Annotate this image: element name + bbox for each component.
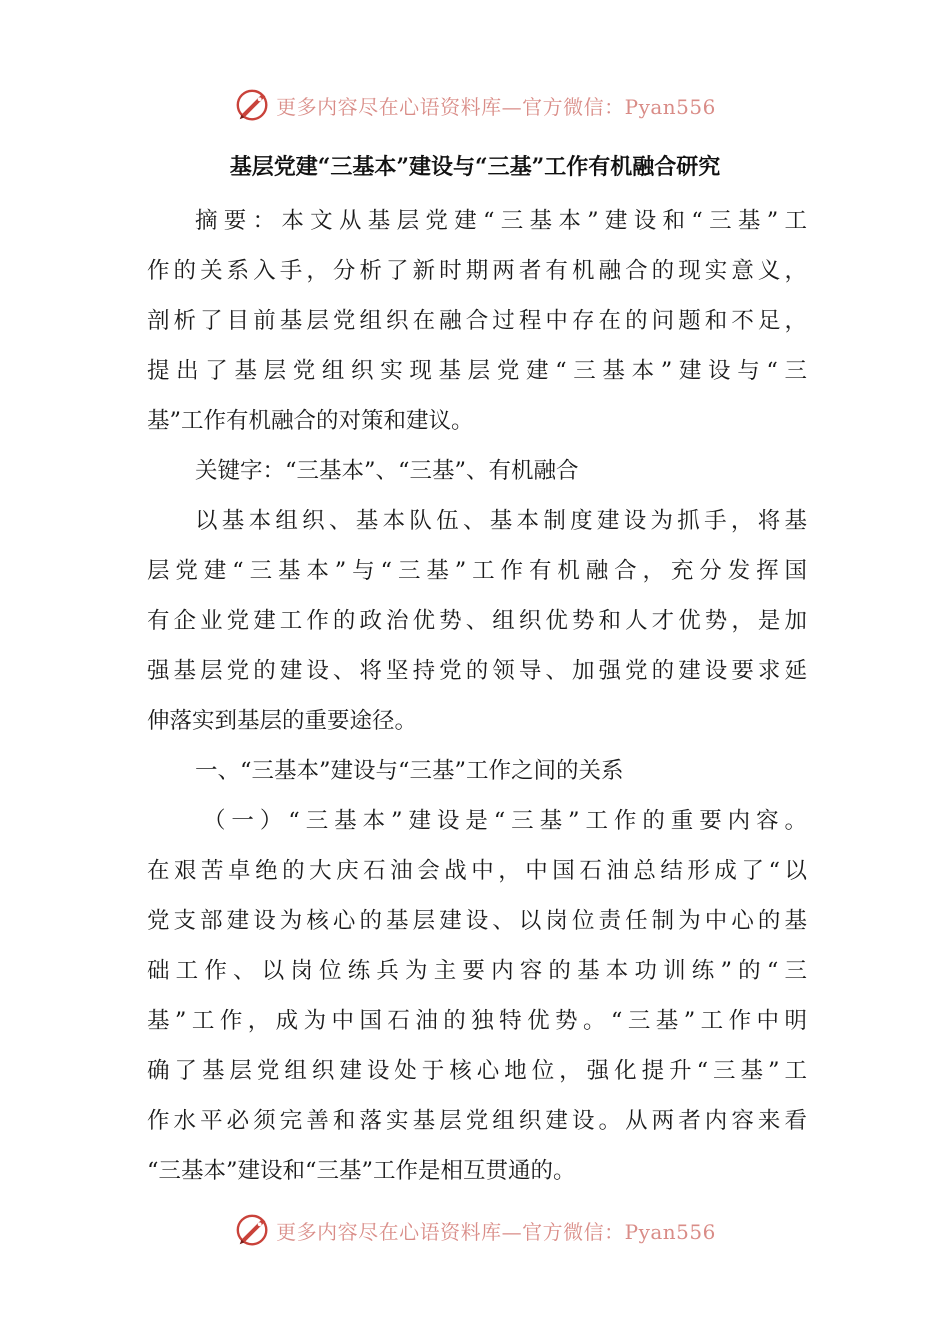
paragraph-line: 党支部建设为核心的基层建设、以岗位责任制为中心的基 [147,908,807,934]
subsection-heading-line: （一）“三基本”建设是“三基”工作的重要内容。 [203,808,807,834]
pen-logo-icon [234,86,272,124]
document-title: 基层党建“三基本”建设与“三基”工作有机融合研究 [229,154,721,180]
footer-banner-text: 更多内容尽在心语资料库—官方微信：Pyan556 [276,1219,716,1244]
paragraph-line: 有企业党建工作的政治优势、组织优势和人才优势，是加 [147,608,807,634]
abstract-line: 基”工作有机融合的对策和建议。 [147,408,474,434]
pen-logo-icon [234,1211,272,1249]
keywords-line: 关键字：“三基本”、“三基”、有机融合 [195,458,579,484]
document-body [147,196,807,1196]
header-banner-text: 更多内容尽在心语资料库—官方微信：Pyan556 [276,94,716,119]
paragraph-line: 作水平必须完善和落实基层党组织建设。从两者内容来看 [147,1108,807,1134]
paragraph-line: 强基层党的建设、将坚持党的领导、加强党的建设要求延 [147,658,807,684]
paragraph-line: 以基本组织、基本队伍、基本制度建设为抓手，将基 [195,508,807,534]
paragraph-line: 础工作、以岗位练兵为主要内容的基本功训练”的“三 [147,958,807,984]
paragraph-line: 确了基层党组织建设处于核心地位，强化提升“三基”工 [147,1058,807,1084]
section-heading: 一、“三基本”建设与“三基”工作之间的关系 [195,758,624,784]
footer-banner [0,1205,950,1255]
paragraph-line: 在艰苦卓绝的大庆石油会战中，中国石油总结形成了“以 [147,858,807,884]
paragraph-line: “三基本”建设和“三基”工作是相互贯通的。 [147,1158,576,1184]
abstract-line: 剖析了目前基层党组织在融合过程中存在的问题和不足， [147,308,807,334]
abstract-line: 作的关系入手，分析了新时期两者有机融合的现实意义， [147,258,807,284]
paragraph-line: 伸落实到基层的重要途径。 [147,708,418,734]
abstract-line: 提出了基层党组织实现基层党建“三基本”建设与“三 [147,358,807,384]
header-banner [0,80,950,130]
paragraph-line: 基”工作，成为中国石油的独特优势。“三基”工作中明 [147,1008,807,1034]
paragraph-line: 层党建“三基本”与“三基”工作有机融合，充分发挥国 [147,558,807,584]
abstract-line: 摘要：本文从基层党建“三基本”建设和“三基”工 [195,208,807,234]
